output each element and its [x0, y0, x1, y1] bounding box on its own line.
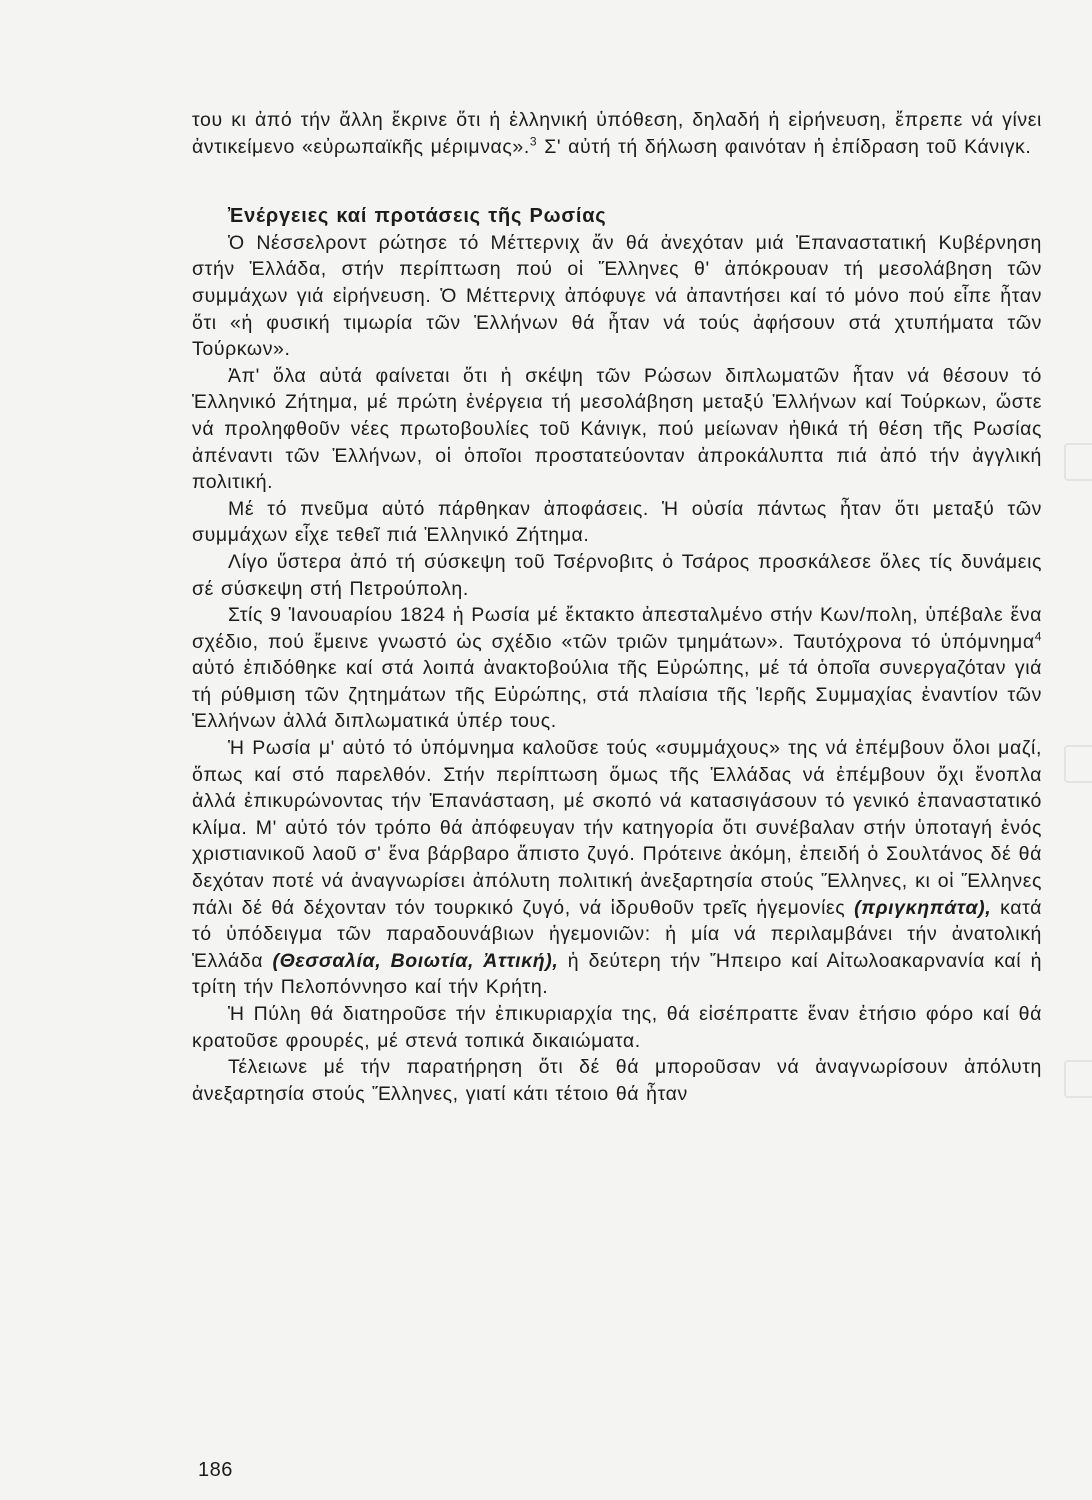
emphasis-text: (πριγκηπάτα), [854, 896, 992, 919]
bleed-through-mark-1 [1064, 443, 1092, 481]
text-run: Τέλειωνε μέ τήν παρατήρηση ὅτι δέ θά μποροῦσαν νά ἀναγνωρίσουν ἀπόλυτη ἀνεξαρτησία στούς Ἕλληνες, γιατί κάτι τέτοιο θά ἦταν [192, 1056, 1042, 1105]
paragraph [192, 1054, 1042, 1107]
paragraph [192, 496, 1042, 549]
text-run: Ὁ Νέσσελροντ ρώτησε τό Μέττερνιχ ἄν θά ἀνεχόταν μιά Ἐπαναστατική Κυβέρνηση στήν Ἑλλάδα, στήν περίπτωση πού οἱ Ἕλληνες θ' ἀπόκρουαν τή μεσολάβηση τῶν συμμάχων γιά εἰρήνευση. Ὁ Μέττερνιχ ἀπόφυγε νά ἀπαντήσει καί τό μόνο πού εἶπε ἦταν ὅτι «ἡ φυσική τιμωρία τῶν Ἑλλήνων θά ἦταν νά τούς ἀφήσουν στά χτυπήματα τῶν Τούρκων». [192, 231, 1042, 361]
text-run: ἡ δεύτερη τήν Ἤπειρο καί Αἰτωλοακαρνανία καί ἡ τρίτη τήν Πελοπόννησο καί τήν Κρήτη. [192, 949, 1043, 999]
text-run: Στίς 9 Ἰανουαρίου 1824 ἡ Ρωσία μέ ἔκτακτο ἀπεσταλμένο στήν Κων/πολη, ὑπέβαλε ἕνα σχέδιο, πού ἔμεινε γνωστό ὡς σχέδιο «τῶν τριῶν τμημάτων». Ταυτόχρονα τό ὑπόμνημα [192, 604, 1042, 653]
paragraph [192, 363, 1042, 496]
footnote-marker: 3 [529, 134, 538, 149]
paragraph [192, 735, 1042, 1001]
text-run: Ἐνέργειες καί προτάσεις τῆς Ρωσίας [228, 205, 607, 228]
footnote-marker: 4 [1034, 629, 1042, 644]
text-run: Σ' αὐτή τή δήλωση φαινόταν ἡ ἐπίδραση τοῦ Κάνιγκ. [537, 135, 1032, 158]
section-heading [192, 203, 1042, 230]
text-run: του κι ἀπό τήν ἄλλη ἔκρινε ὅτι ἡ ἑλληνική ὑπόθεση, δηλαδή ἡ εἰρήνευση, ἔπρεπε νά γίνει ἀντικείμενο «εὐρωπαϊκῆς μέριμνας». [192, 109, 1042, 158]
text-run: Ἡ Πύλη θά διατηροῦσε τήν ἐπικυριαρχία της, θά εἰσέπραττε ἕναν ἐτήσιο φόρο καί θά κρατοῦσε φρουρές, μέ στενά τοπικά δικαιώματα. [192, 1003, 1042, 1052]
emphasis-text: (Θεσσαλία, Βοιωτία, Ἀττική), [272, 949, 559, 972]
text-run: Λίγο ὕστερα ἀπό τή σύσκεψη τοῦ Τσέρνοβιτς ὁ Τσάρος προσκάλεσε ὅλες τίς δυνάμεις σέ σύσκεψη στή Πετρούπολη. [192, 550, 1042, 600]
page-number: 186 [198, 1459, 233, 1481]
paragraph [192, 549, 1042, 602]
bleed-through-mark-2 [1064, 745, 1092, 783]
paragraph [192, 602, 1042, 735]
paragraph [192, 230, 1042, 363]
text-run: Μέ τό πνεῦμα αὐτό πάρθηκαν ἀποφάσεις. Ἡ οὐσία πάντως ἦταν ὅτι μεταξύ τῶν συμμάχων εἶχε τεθεῖ πιά Ἑλληνικό Ζήτημα. [192, 497, 1042, 547]
paragraph [192, 107, 1042, 160]
text-run: αὐτό ἐπιδόθηκε καί στά λοιπά ἀνακτοβούλια τῆς Εὐρώπης, μέ τά ὁποῖα συνεργαζόταν γιά τή ρύθμιση τῶν ζητημάτων τῆς Εὐρώπης, στά πλαίσια τῆς Ἱερῆς Συμμαχίας ἐναντίον τῶν Ἑλλήνων ἀλλά διπλωματικά ὑπέρ τους. [192, 657, 1042, 733]
text-run: Ἀπ' ὅλα αὐτά φαίνεται ὅτι ἡ σκέψη τῶν Ρώσων διπλωματῶν ἦταν νά θέσουν τό Ἑλληνικό Ζήτημα, μέ πρώτη ἐνέργεια τή μεσολάβηση μεταξύ Ἑλλήνων καί Τούρκων, ὥστε νά προληφθοῦν νέες πρωτοβουλίες τοῦ Κάνιγκ, πού μείωναν ἠθικά τή θέση τῆς Ρωσίας ἀπέναντι τῶν Ἑλλήνων, οἱ ὁποῖοι προστατεύονταν ἀπροκάλυπτα πιά ἀπό τήν ἀγγλική πολιτική. [192, 364, 1042, 494]
paragraph [192, 1001, 1042, 1054]
text-run: κατά τό ὑπόδειγμα τῶν παραδουνάβιων ἡγεμονιῶν: ἡ μία νά περιλαμβάνει τήν ἀνατολική Ἑλλάδα [192, 896, 1042, 972]
page-body-text [192, 107, 1042, 1107]
text-run: Ἡ Ρωσία μ' αὐτό τό ὑπόμνημα καλοῦσε τούς «συμμάχους» της νά ἐπέμβουν ὅλοι μαζί, ὅπως καί στό παρελθόν. Στήν περίπτωση ὅμως τῆς Ἑλλάδας νά ἐπέμβουν ὄχι ἔνοπλα ἀλλά ἐπικυρώνοντας τήν Ἐπανάσταση, μέ σκοπό νά κατασιγάσουν τό γενικό ἐπαναστατικό κλίμα. Μ' αὐτό τόν τρόπο θά ἀπόφευγαν τήν κατηγορία ὅτι συνέβαλαν στήν ὑποταγή ἑνός χριστιανικοῦ λαοῦ σ' ἕνα βάρβαρο ἄπιστο ζυγό. Πρότεινε ἀκόμη, ἐπειδή ὁ Σουλτάνος δέ θά δεχόταν ποτέ νά ἀναγνωρίσει ἀπόλυτη πολιτική ἀνεξαρτησία στούς Ἕλληνες, κι οἱ Ἕλληνες πάλι δέ θά δέχονταν τόν τουρκικό ζυγό, νά ἱδρυθοῦν τρεῖς ἡγεμονίες [192, 737, 1042, 919]
bleed-through-mark-3 [1064, 1060, 1092, 1098]
